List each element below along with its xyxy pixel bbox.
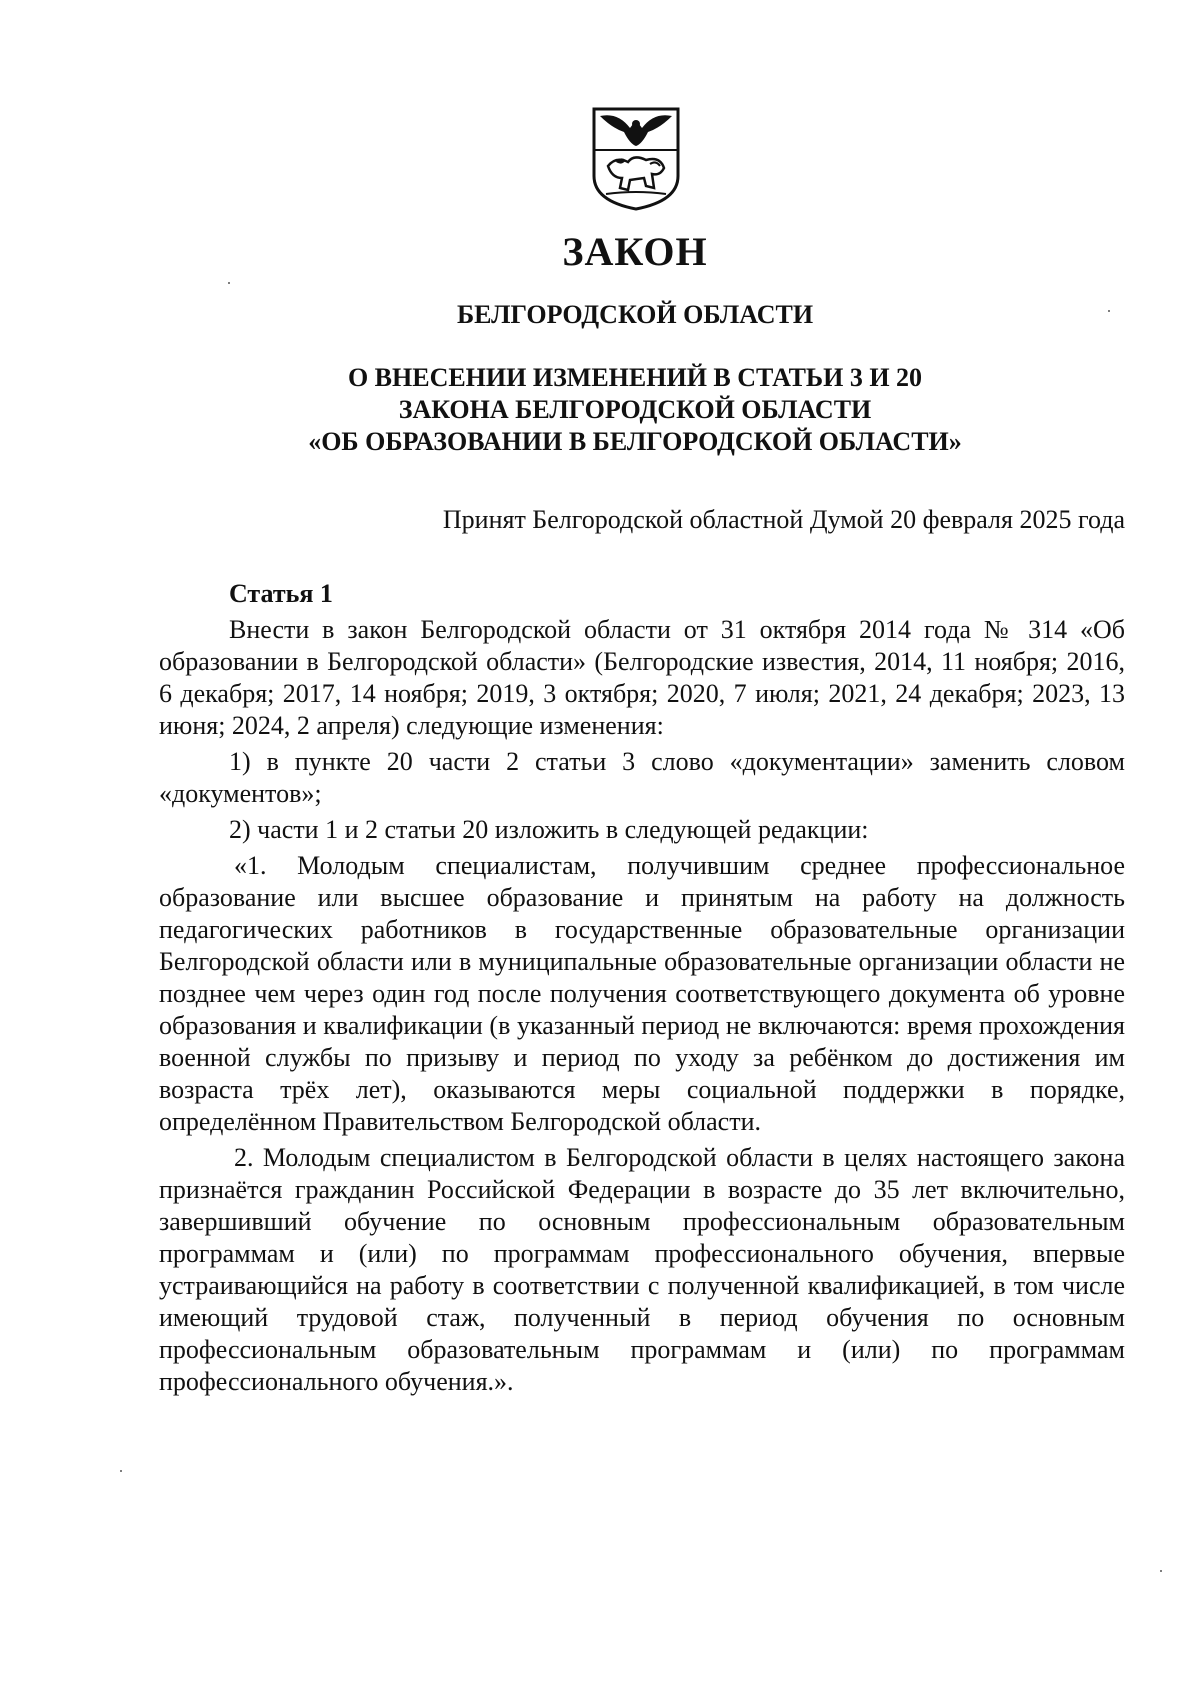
article-paragraph: 2) части 1 и 2 статьи 20 изложить в следующей редакции: (229, 815, 869, 844)
coat-of-arms-icon (590, 106, 682, 212)
region-heading: БЕЛГОРОДСКОЙ ОБЛАСТИ (456, 300, 814, 329)
law-title (140, 362, 1130, 458)
article-heading: Статья 1 (229, 579, 333, 608)
law-heading: ЗАКОН (562, 229, 708, 274)
scan-speck (1108, 310, 1110, 312)
law-title-line: О ВНЕСЕНИИ ИЗМЕНЕНИЙ В СТАТЬИ 3 И 20 (347, 363, 923, 392)
article-paragraph: Внести в закон Белгородской области от 31 октября 2014 года № 314 «Об образовании в Белгородской области» (Белгородские известия, 2014, 11 ноября; 2016, 6 декабря; 2017, 14 ноября; 2019, 3 октября; 2020, 7 июля; 2021, 24 декабря; 2023, 13 июня; 2024, 2 апреля) следующие изменения: (159, 615, 1125, 740)
scan-speck (120, 1470, 122, 1472)
article-paragraph: «1. Молодым специалистам, получившим среднее профессиональное образование или высшее образование и принятым на работу на должность педагогических работников в государственные образовательные организации Белгородской области или в муниципальные образовательные организации области не позднее чем через один год после получения соответствующего документа об уровне образования и квалификации (в указанный период не включаются: время прохождения военной службы по призыву и период по уходу за ребёнком до достижения им возраста трёх лет), оказываются меры социальной поддержки в порядке, определённом Правительством Белгородской области. (159, 851, 1125, 1136)
scan-speck (228, 282, 230, 284)
scan-speck (1160, 1570, 1162, 1572)
article-body (159, 578, 1125, 1402)
law-title-line: «ОБ ОБРАЗОВАНИИ В БЕЛГОРОДСКОЙ ОБЛАСТИ» (308, 427, 962, 456)
article-paragraph: 2. Молодым специалистом в Белгородской области в целях настоящего закона признаётся гражданин Российской Федерации в возрасте до 35 лет включительно, завершивший обучение по основным профессиональным образовательным программам и (или) по программам профессионального обучения, впервые устраивающийся на работу в соответствии с полученной квалификацией, в том числе имеющий трудовой стаж, полученный в период обучения по основным профессиональным образовательным программам и (или) по программам профессионального обучения.». (159, 1143, 1125, 1396)
adoption-note: Принят Белгородской областной Думой 20 февраля 2025 года (442, 505, 1125, 534)
article-paragraph: 1) в пункте 20 части 2 статьи 3 слово «документации» заменить словом «документов»; (159, 747, 1125, 808)
law-title-line: ЗАКОНА БЕЛГОРОДСКОЙ ОБЛАСТИ (398, 395, 872, 424)
